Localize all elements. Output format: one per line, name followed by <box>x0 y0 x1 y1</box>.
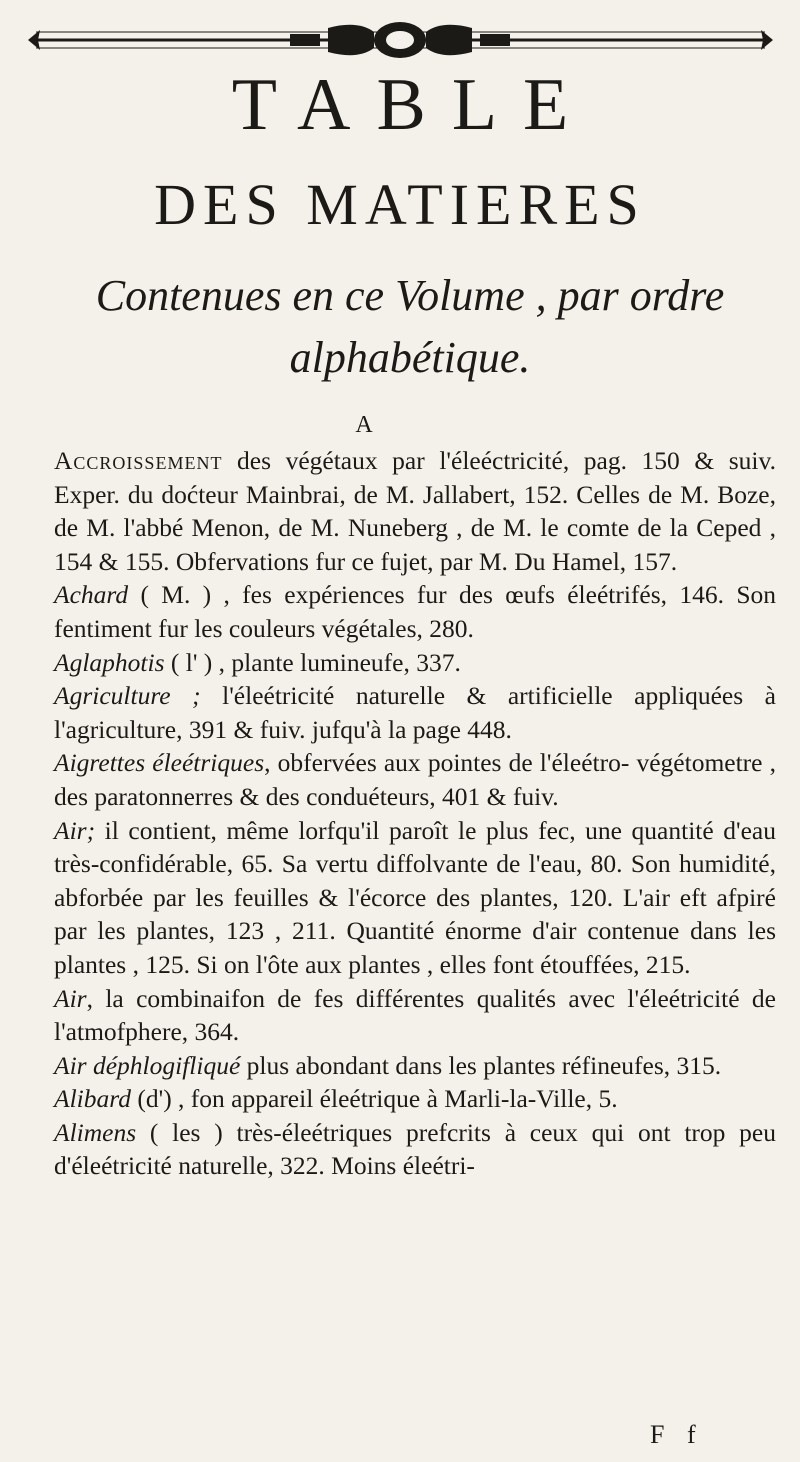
entry-head: Alimens <box>54 1117 137 1147</box>
index-entry-agriculture <box>54 679 776 746</box>
entry-text: , obfervées aux pointes de l'éleétro- végétometre , des paratonnerres & des conduéteurs, 401 & fuiv. <box>54 748 776 811</box>
entry-head: Air <box>54 983 87 1013</box>
entry-head: Aglaphotis <box>54 647 165 677</box>
entry-text: l'éleétricité naturelle & artificielle appliquées à l'agriculture, 391 & fuiv. jufqu'à la page 448. <box>54 681 777 744</box>
entry-text: , la combinaifon de fes différentes qualités avec l'éleétricité de l'atmofphere, 364. <box>54 983 776 1047</box>
catchword: F f <box>650 1420 704 1449</box>
entry-text: il contient, même lorfqu'il paroît le plus fec, une quantité d'eau très-confidérable, 65. Sa vertu diffolvante de l'eau, 80. Son humidité, abforbée par les feuilles & l'écorce des plantes, 120. L'air eft afpiré par les plantes, 123 , 211. Quantité énorme d'air contenue dans les plantes , 125. Si on l'ôte aux plantes , elles font étouffées, 215. <box>54 815 776 979</box>
index-entry-accroissement <box>54 444 776 578</box>
entry-text: (d') , fon appareil éleétrique à Marli-la-Ville, 5. <box>130 1084 618 1114</box>
entry-head: Alibard <box>54 1084 131 1114</box>
header-ornament <box>28 18 773 62</box>
section-letter: A <box>355 412 373 438</box>
index-entry-alimens <box>54 1116 776 1183</box>
index-entries <box>54 444 776 1183</box>
entry-head: Air; <box>54 815 96 845</box>
entry-text: ( les ) très-éleétriques prefcrits à ceux qui ont trop peu d'éleétricité naturelle, 322. Moins éleétri- <box>54 1117 776 1181</box>
index-entry-aigrettes <box>54 746 776 813</box>
index-entry-achard <box>54 578 776 645</box>
table-subtitle-matieres: DES MATIERES <box>154 172 646 237</box>
index-entry-air-combinaison <box>54 982 776 1049</box>
entry-head: Aigrettes éleétriques <box>54 748 265 778</box>
index-entry-air <box>54 814 776 982</box>
index-entry-aglaphotis <box>54 646 776 680</box>
entry-text: ( M. ) , fes expériences fur des œufs éleétrifés, 146. Son fentiment fur les couleurs végétales, 280. <box>54 580 776 643</box>
subtitle-block <box>60 265 760 389</box>
entry-head: Achard <box>54 580 129 610</box>
entry-head: Accroissement <box>54 446 223 475</box>
subtitle-line-1: Contenues en ce Volume , par ordre <box>95 271 725 320</box>
subtitle-line-2: alphabétique. <box>289 333 531 382</box>
entry-text: plus abondant dans les plantes réfineufes, 315. <box>240 1050 722 1080</box>
index-entry-air-dephlogistique <box>54 1049 776 1083</box>
entry-text: des végétaux par l'éleéctricité, pag. 150 & suiv. Exper. du doćteur Mainbrai, de M. Jallabert, 152. Celles de M. Boze, de M. l'abbé Menon, de M. Nuneberg , de M. le comte de la Ceped , 154 & 155. Obfervations fur ce fujet, par M. Du Hamel, 157. <box>54 446 776 576</box>
table-title: TABLE <box>231 64 595 146</box>
entry-text: ( l' ) , plante lumineufe, 337. <box>164 647 461 677</box>
entry-head: Agriculture ; <box>54 681 201 711</box>
index-entry-alibard <box>54 1082 776 1116</box>
entry-head: Air déphlogifliqué <box>54 1050 241 1080</box>
